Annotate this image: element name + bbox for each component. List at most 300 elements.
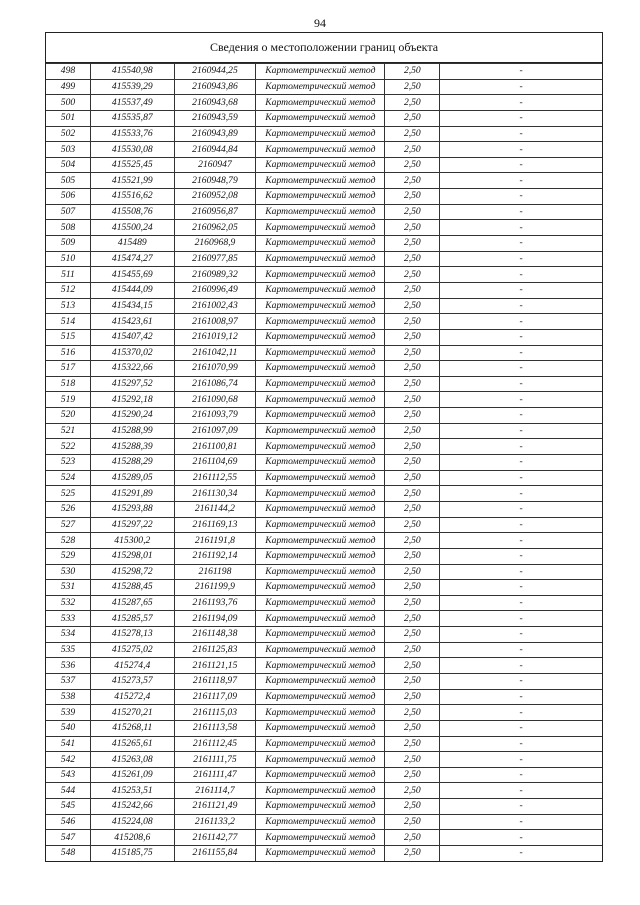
method-cell: Картометрический метод	[256, 830, 385, 846]
coordinates-table	[46, 63, 602, 861]
method-cell: Картометрический метод	[256, 580, 385, 596]
point-number-cell: 514	[46, 314, 90, 330]
y-coordinate-cell: 2161008,97	[174, 314, 256, 330]
x-coordinate-cell: 415407,42	[90, 329, 174, 345]
description-cell: -	[440, 658, 602, 674]
table-row	[46, 470, 602, 486]
point-number-cell: 511	[46, 267, 90, 283]
x-coordinate-cell: 415370,02	[90, 345, 174, 361]
page-number: 94	[314, 16, 326, 30]
accuracy-cell: 2,50	[385, 439, 440, 455]
point-number-cell: 528	[46, 533, 90, 549]
x-coordinate-cell: 415423,61	[90, 314, 174, 330]
table-row	[46, 329, 602, 345]
accuracy-cell: 2,50	[385, 830, 440, 846]
accuracy-cell: 2,50	[385, 361, 440, 377]
accuracy-cell: 2,50	[385, 517, 440, 533]
description-cell: -	[440, 767, 602, 783]
accuracy-cell: 2,50	[385, 173, 440, 189]
point-number-cell: 515	[46, 329, 90, 345]
description-cell: -	[440, 783, 602, 799]
point-number-cell: 507	[46, 204, 90, 220]
accuracy-cell: 2,50	[385, 486, 440, 502]
accuracy-cell: 2,50	[385, 767, 440, 783]
method-cell: Картометрический метод	[256, 376, 385, 392]
y-coordinate-cell: 2161070,99	[174, 361, 256, 377]
method-cell: Картометрический метод	[256, 392, 385, 408]
table-row	[46, 705, 602, 721]
description-cell: -	[440, 752, 602, 768]
point-number-cell: 517	[46, 361, 90, 377]
point-number-cell: 512	[46, 282, 90, 298]
y-coordinate-cell: 2161155,84	[174, 846, 256, 861]
method-cell: Картометрический метод	[256, 236, 385, 252]
x-coordinate-cell: 415516,62	[90, 189, 174, 205]
boundary-table-frame	[45, 32, 603, 862]
accuracy-cell: 2,50	[385, 689, 440, 705]
x-coordinate-cell: 415297,52	[90, 376, 174, 392]
point-number-cell: 513	[46, 298, 90, 314]
x-coordinate-cell: 415253,51	[90, 783, 174, 799]
point-number-cell: 509	[46, 236, 90, 252]
table-row	[46, 455, 602, 471]
description-cell: -	[440, 189, 602, 205]
x-coordinate-cell: 415268,11	[90, 720, 174, 736]
accuracy-cell: 2,50	[385, 720, 440, 736]
description-cell: -	[440, 392, 602, 408]
point-number-cell: 530	[46, 564, 90, 580]
table-row	[46, 627, 602, 643]
method-cell: Картометрический метод	[256, 799, 385, 815]
method-cell: Картометрический метод	[256, 720, 385, 736]
accuracy-cell: 2,50	[385, 236, 440, 252]
y-coordinate-cell: 2161019,12	[174, 329, 256, 345]
point-number-cell: 499	[46, 79, 90, 95]
accuracy-cell: 2,50	[385, 345, 440, 361]
table-row	[46, 392, 602, 408]
description-cell: -	[440, 64, 602, 80]
x-coordinate-cell: 415455,69	[90, 267, 174, 283]
x-coordinate-cell: 415508,76	[90, 204, 174, 220]
x-coordinate-cell: 415285,57	[90, 611, 174, 627]
y-coordinate-cell: 2161199,9	[174, 580, 256, 596]
point-number-cell: 531	[46, 580, 90, 596]
point-number-cell: 526	[46, 501, 90, 517]
table-row	[46, 533, 602, 549]
table-row	[46, 423, 602, 439]
description-cell: -	[440, 142, 602, 158]
description-cell: -	[440, 580, 602, 596]
table-title: Сведения о местоположении границ объекта	[46, 33, 602, 63]
method-cell: Картометрический метод	[256, 110, 385, 126]
point-number-cell: 534	[46, 627, 90, 643]
accuracy-cell: 2,50	[385, 564, 440, 580]
point-number-cell: 537	[46, 673, 90, 689]
y-coordinate-cell: 2161104,69	[174, 455, 256, 471]
table-row	[46, 64, 602, 80]
description-cell: -	[440, 611, 602, 627]
method-cell: Картометрический метод	[256, 611, 385, 627]
accuracy-cell: 2,50	[385, 204, 440, 220]
table-row	[46, 830, 602, 846]
y-coordinate-cell: 2161121,15	[174, 658, 256, 674]
accuracy-cell: 2,50	[385, 282, 440, 298]
description-cell: -	[440, 314, 602, 330]
y-coordinate-cell: 2160943,59	[174, 110, 256, 126]
table-row	[46, 236, 602, 252]
x-coordinate-cell: 415444,09	[90, 282, 174, 298]
point-number-cell: 521	[46, 423, 90, 439]
accuracy-cell: 2,50	[385, 142, 440, 158]
description-cell: -	[440, 439, 602, 455]
point-number-cell: 542	[46, 752, 90, 768]
method-cell: Картометрический метод	[256, 846, 385, 861]
description-cell: -	[440, 736, 602, 752]
description-cell: -	[440, 501, 602, 517]
table-row	[46, 298, 602, 314]
point-number-cell: 548	[46, 846, 90, 861]
accuracy-cell: 2,50	[385, 533, 440, 549]
accuracy-cell: 2,50	[385, 658, 440, 674]
x-coordinate-cell: 415273,57	[90, 673, 174, 689]
y-coordinate-cell: 2160952,08	[174, 189, 256, 205]
y-coordinate-cell: 2161130,34	[174, 486, 256, 502]
method-cell: Картометрический метод	[256, 658, 385, 674]
y-coordinate-cell: 2160948,79	[174, 173, 256, 189]
accuracy-cell: 2,50	[385, 799, 440, 815]
point-number-cell: 503	[46, 142, 90, 158]
description-cell: -	[440, 345, 602, 361]
accuracy-cell: 2,50	[385, 611, 440, 627]
y-coordinate-cell: 2161198	[174, 564, 256, 580]
point-number-cell: 547	[46, 830, 90, 846]
description-cell: -	[440, 517, 602, 533]
table-row	[46, 486, 602, 502]
table-row	[46, 95, 602, 111]
description-cell: -	[440, 642, 602, 658]
accuracy-cell: 2,50	[385, 455, 440, 471]
x-coordinate-cell: 415288,99	[90, 423, 174, 439]
x-coordinate-cell: 415533,76	[90, 126, 174, 142]
accuracy-cell: 2,50	[385, 470, 440, 486]
x-coordinate-cell: 415535,87	[90, 110, 174, 126]
description-cell: -	[440, 408, 602, 424]
table-row	[46, 439, 602, 455]
table-row	[46, 142, 602, 158]
accuracy-cell: 2,50	[385, 501, 440, 517]
y-coordinate-cell: 2161002,43	[174, 298, 256, 314]
y-coordinate-cell: 2161191,8	[174, 533, 256, 549]
y-coordinate-cell: 2160943,86	[174, 79, 256, 95]
table-row	[46, 220, 602, 236]
y-coordinate-cell: 2161113,58	[174, 720, 256, 736]
table-row	[46, 501, 602, 517]
y-coordinate-cell: 2161144,2	[174, 501, 256, 517]
y-coordinate-cell: 2160996,49	[174, 282, 256, 298]
x-coordinate-cell: 415298,72	[90, 564, 174, 580]
y-coordinate-cell: 2161093,79	[174, 408, 256, 424]
method-cell: Картометрический метод	[256, 314, 385, 330]
table-row	[46, 204, 602, 220]
point-number-cell: 539	[46, 705, 90, 721]
description-cell: -	[440, 673, 602, 689]
table-row	[46, 814, 602, 830]
accuracy-cell: 2,50	[385, 329, 440, 345]
table-row	[46, 548, 602, 564]
description-cell: -	[440, 814, 602, 830]
point-number-cell: 516	[46, 345, 90, 361]
point-number-cell: 540	[46, 720, 90, 736]
y-coordinate-cell: 2160962,05	[174, 220, 256, 236]
x-coordinate-cell: 415224,08	[90, 814, 174, 830]
accuracy-cell: 2,50	[385, 95, 440, 111]
x-coordinate-cell: 415474,27	[90, 251, 174, 267]
table-row	[46, 110, 602, 126]
table-row	[46, 282, 602, 298]
x-coordinate-cell: 415322,66	[90, 361, 174, 377]
y-coordinate-cell: 2161142,77	[174, 830, 256, 846]
point-number-cell: 501	[46, 110, 90, 126]
accuracy-cell: 2,50	[385, 783, 440, 799]
y-coordinate-cell: 2161125,83	[174, 642, 256, 658]
accuracy-cell: 2,50	[385, 376, 440, 392]
description-cell: -	[440, 720, 602, 736]
accuracy-cell: 2,50	[385, 157, 440, 173]
point-number-cell: 523	[46, 455, 90, 471]
method-cell: Картометрический метод	[256, 470, 385, 486]
point-number-cell: 532	[46, 595, 90, 611]
x-coordinate-cell: 415530,08	[90, 142, 174, 158]
x-coordinate-cell: 415272,4	[90, 689, 174, 705]
accuracy-cell: 2,50	[385, 189, 440, 205]
method-cell: Картометрический метод	[256, 282, 385, 298]
method-cell: Картометрический метод	[256, 548, 385, 564]
accuracy-cell: 2,50	[385, 673, 440, 689]
accuracy-cell: 2,50	[385, 705, 440, 721]
method-cell: Картометрический метод	[256, 189, 385, 205]
description-cell: -	[440, 329, 602, 345]
x-coordinate-cell: 415288,29	[90, 455, 174, 471]
coordinates-table-body	[46, 64, 602, 861]
y-coordinate-cell: 2161148,38	[174, 627, 256, 643]
point-number-cell: 505	[46, 173, 90, 189]
method-cell: Картометрический метод	[256, 173, 385, 189]
accuracy-cell: 2,50	[385, 595, 440, 611]
x-coordinate-cell: 415288,45	[90, 580, 174, 596]
y-coordinate-cell: 2161121,49	[174, 799, 256, 815]
table-row	[46, 720, 602, 736]
x-coordinate-cell: 415300,2	[90, 533, 174, 549]
description-cell: -	[440, 251, 602, 267]
accuracy-cell: 2,50	[385, 548, 440, 564]
method-cell: Картометрический метод	[256, 204, 385, 220]
point-number-cell: 518	[46, 376, 90, 392]
point-number-cell: 504	[46, 157, 90, 173]
y-coordinate-cell: 2161192,14	[174, 548, 256, 564]
y-coordinate-cell: 2161194,09	[174, 611, 256, 627]
table-row	[46, 517, 602, 533]
description-cell: -	[440, 79, 602, 95]
accuracy-cell: 2,50	[385, 392, 440, 408]
x-coordinate-cell: 415287,65	[90, 595, 174, 611]
y-coordinate-cell: 2161097,09	[174, 423, 256, 439]
point-number-cell: 538	[46, 689, 90, 705]
method-cell: Картометрический метод	[256, 345, 385, 361]
description-cell: -	[440, 204, 602, 220]
method-cell: Картометрический метод	[256, 486, 385, 502]
x-coordinate-cell: 415290,24	[90, 408, 174, 424]
y-coordinate-cell: 2160989,32	[174, 267, 256, 283]
table-row	[46, 564, 602, 580]
method-cell: Картометрический метод	[256, 157, 385, 173]
table-row	[46, 642, 602, 658]
x-coordinate-cell: 415274,4	[90, 658, 174, 674]
y-coordinate-cell: 2160956,87	[174, 204, 256, 220]
accuracy-cell: 2,50	[385, 126, 440, 142]
x-coordinate-cell: 415540,98	[90, 64, 174, 80]
point-number-cell: 533	[46, 611, 90, 627]
table-row	[46, 846, 602, 861]
accuracy-cell: 2,50	[385, 627, 440, 643]
description-cell: -	[440, 282, 602, 298]
method-cell: Картометрический метод	[256, 251, 385, 267]
point-number-cell: 527	[46, 517, 90, 533]
point-number-cell: 524	[46, 470, 90, 486]
x-coordinate-cell: 415261,09	[90, 767, 174, 783]
point-number-cell: 506	[46, 189, 90, 205]
method-cell: Картометрический метод	[256, 126, 385, 142]
description-cell: -	[440, 376, 602, 392]
method-cell: Картометрический метод	[256, 736, 385, 752]
description-cell: -	[440, 830, 602, 846]
y-coordinate-cell: 2161090,68	[174, 392, 256, 408]
y-coordinate-cell: 2160943,89	[174, 126, 256, 142]
accuracy-cell: 2,50	[385, 423, 440, 439]
table-row	[46, 799, 602, 815]
table-row	[46, 752, 602, 768]
accuracy-cell: 2,50	[385, 642, 440, 658]
x-coordinate-cell: 415298,01	[90, 548, 174, 564]
table-row	[46, 267, 602, 283]
y-coordinate-cell: 2161118,97	[174, 673, 256, 689]
x-coordinate-cell: 415242,66	[90, 799, 174, 815]
x-coordinate-cell: 415521,99	[90, 173, 174, 189]
accuracy-cell: 2,50	[385, 408, 440, 424]
description-cell: -	[440, 267, 602, 283]
description-cell: -	[440, 689, 602, 705]
table-row	[46, 767, 602, 783]
description-cell: -	[440, 470, 602, 486]
description-cell: -	[440, 486, 602, 502]
method-cell: Картометрический метод	[256, 533, 385, 549]
y-coordinate-cell: 2161193,76	[174, 595, 256, 611]
description-cell: -	[440, 799, 602, 815]
method-cell: Картометрический метод	[256, 705, 385, 721]
x-coordinate-cell: 415292,18	[90, 392, 174, 408]
point-number-cell: 536	[46, 658, 90, 674]
point-number-cell: 525	[46, 486, 90, 502]
x-coordinate-cell: 415278,13	[90, 627, 174, 643]
x-coordinate-cell: 415263,08	[90, 752, 174, 768]
point-number-cell: 546	[46, 814, 90, 830]
x-coordinate-cell: 415489	[90, 236, 174, 252]
accuracy-cell: 2,50	[385, 251, 440, 267]
table-row	[46, 658, 602, 674]
method-cell: Картометрический метод	[256, 142, 385, 158]
table-row	[46, 376, 602, 392]
description-cell: -	[440, 595, 602, 611]
y-coordinate-cell: 2161100,81	[174, 439, 256, 455]
accuracy-cell: 2,50	[385, 64, 440, 80]
y-coordinate-cell: 2161042,11	[174, 345, 256, 361]
method-cell: Картометрический метод	[256, 642, 385, 658]
description-cell: -	[440, 627, 602, 643]
table-row	[46, 595, 602, 611]
y-coordinate-cell: 2161112,45	[174, 736, 256, 752]
accuracy-cell: 2,50	[385, 314, 440, 330]
y-coordinate-cell: 2160947	[174, 157, 256, 173]
description-cell: -	[440, 173, 602, 189]
y-coordinate-cell: 2161169,13	[174, 517, 256, 533]
x-coordinate-cell: 415291,89	[90, 486, 174, 502]
table-row	[46, 157, 602, 173]
x-coordinate-cell: 415270,21	[90, 705, 174, 721]
x-coordinate-cell: 415525,45	[90, 157, 174, 173]
point-number-cell: 500	[46, 95, 90, 111]
table-row	[46, 689, 602, 705]
point-number-cell: 510	[46, 251, 90, 267]
description-cell: -	[440, 126, 602, 142]
method-cell: Картометрический метод	[256, 439, 385, 455]
method-cell: Картометрический метод	[256, 564, 385, 580]
description-cell: -	[440, 548, 602, 564]
method-cell: Картометрический метод	[256, 673, 385, 689]
y-coordinate-cell: 2161112,55	[174, 470, 256, 486]
table-row	[46, 251, 602, 267]
x-coordinate-cell: 415434,15	[90, 298, 174, 314]
method-cell: Картометрический метод	[256, 627, 385, 643]
accuracy-cell: 2,50	[385, 110, 440, 126]
y-coordinate-cell: 2161115,03	[174, 705, 256, 721]
y-coordinate-cell: 2160968,9	[174, 236, 256, 252]
y-coordinate-cell: 2161117,09	[174, 689, 256, 705]
accuracy-cell: 2,50	[385, 846, 440, 861]
y-coordinate-cell: 2160943,68	[174, 95, 256, 111]
description-cell: -	[440, 533, 602, 549]
method-cell: Картометрический метод	[256, 95, 385, 111]
description-cell: -	[440, 110, 602, 126]
accuracy-cell: 2,50	[385, 736, 440, 752]
point-number-cell: 502	[46, 126, 90, 142]
description-cell: -	[440, 95, 602, 111]
y-coordinate-cell: 2161114,7	[174, 783, 256, 799]
table-row	[46, 673, 602, 689]
accuracy-cell: 2,50	[385, 267, 440, 283]
method-cell: Картометрический метод	[256, 423, 385, 439]
point-number-cell: 535	[46, 642, 90, 658]
method-cell: Картометрический метод	[256, 64, 385, 80]
method-cell: Картометрический метод	[256, 455, 385, 471]
y-coordinate-cell: 2161111,75	[174, 752, 256, 768]
point-number-cell: 508	[46, 220, 90, 236]
method-cell: Картометрический метод	[256, 783, 385, 799]
point-number-cell: 543	[46, 767, 90, 783]
x-coordinate-cell: 415275,02	[90, 642, 174, 658]
method-cell: Картометрический метод	[256, 329, 385, 345]
table-row	[46, 783, 602, 799]
point-number-cell: 529	[46, 548, 90, 564]
accuracy-cell: 2,50	[385, 220, 440, 236]
